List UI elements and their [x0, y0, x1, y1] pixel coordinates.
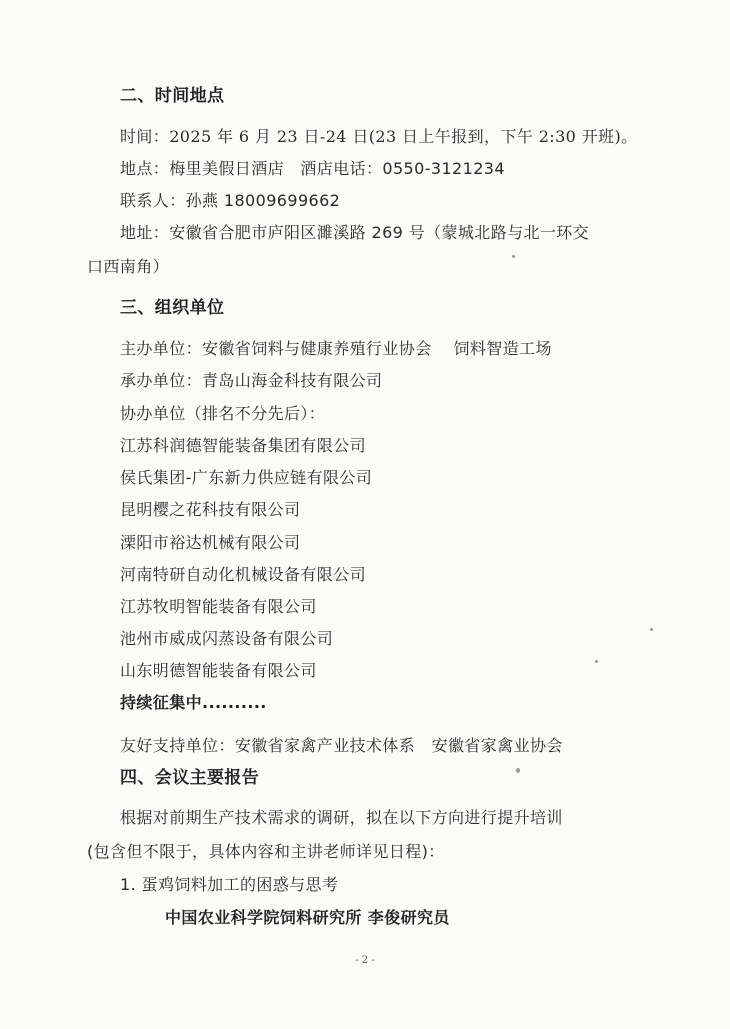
section-heading-organizers: 三、组织单位 [120, 298, 225, 318]
address-line-2: 口西南角） [87, 257, 170, 276]
co-host-item: 江苏科润德智能装备集团有限公司 [120, 436, 367, 455]
scan-speck [650, 628, 653, 631]
reports-intro-line-1: 根据对前期生产技术需求的调研，拟在以下方向进行提升培训 [120, 808, 563, 827]
supporters-line: 友好支持单位：安徽省家禽产业技术体系 安徽省家禽业协会 [120, 736, 563, 755]
co-host-item: 池州市威成闪蒸设备有限公司 [120, 629, 334, 648]
host-line: 主办单位：安徽省饲料与健康养殖行业协会 饲料智造工场 [120, 339, 552, 358]
venue-line: 地点：梅里美假日酒店 酒店电话：0550-3121234 [120, 159, 505, 178]
scan-speck [516, 768, 520, 773]
co-host-item: 山东明德智能装备有限公司 [120, 661, 317, 680]
section-heading-reports: 四、会议主要报告 [120, 768, 260, 788]
co-host-item: 河南特研自动化机械设备有限公司 [120, 565, 367, 584]
report-item-speaker: 中国农业科学院饲料研究所 李俊研究员 [165, 908, 450, 927]
co-host-item: 侯氏集团-广东新力供应链有限公司 [120, 468, 373, 487]
report-item-title: 1. 蛋鸡饲料加工的困惑与思考 [120, 875, 339, 894]
scan-speck [595, 660, 598, 663]
co-host-item: 溧阳市裕达机械有限公司 [120, 533, 301, 552]
ongoing-collection: 持续征集中.......... [120, 693, 267, 712]
co-host-item: 昆明樱之花科技有限公司 [120, 500, 301, 519]
co-host-item: 江苏牧明智能装备有限公司 [120, 597, 317, 616]
time-line: 时间：2025 年 6 月 23 日-24 日(23 日上午报到，下午 2:30 开班)。 [120, 127, 638, 146]
reports-intro-line-2: (包含但不限于，具体内容和主讲老师详见日程)： [87, 842, 445, 861]
undertaker-line: 承办单位：青岛山海金科技有限公司 [120, 371, 383, 390]
scan-speck [512, 255, 515, 258]
page-number: - 2 - [355, 955, 375, 966]
contact-line: 联系人：孙燕 18009699662 [120, 191, 341, 210]
address-line-1: 地址：安徽省合肥市庐阳区濉溪路 269 号（蒙城北路与北一环交 [120, 223, 590, 242]
co-host-label: 协办单位（排名不分先后）： [120, 404, 326, 423]
section-heading-time-place: 二、时间地点 [120, 86, 225, 106]
